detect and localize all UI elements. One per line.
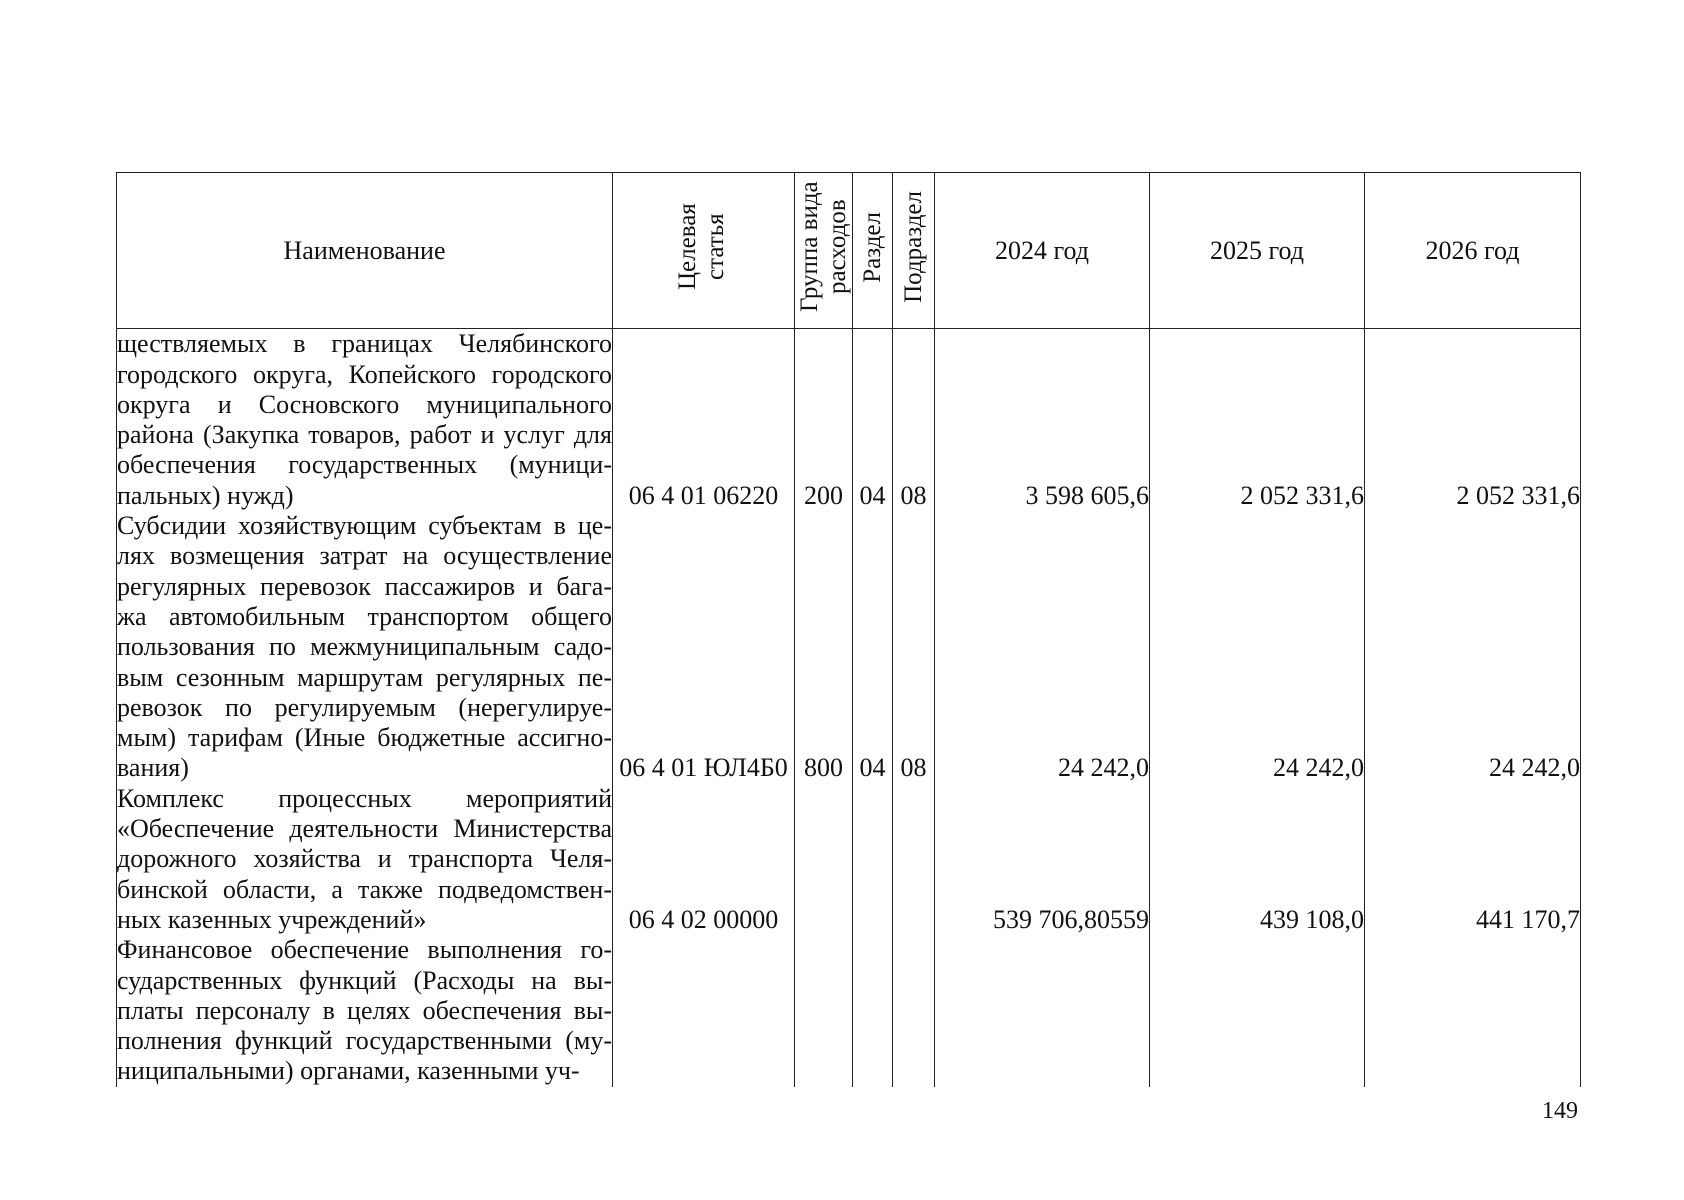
row-expense-group: 200 [795,329,853,511]
row-section [853,935,893,1086]
row-section: 04 [853,511,893,784]
header-year-2024: 2024 год [935,173,1150,329]
header-section-label: Раздел [858,211,886,283]
row-amount-2024: 3 598 605,6 [935,329,1150,511]
row-target-article: 06 4 01 ЮЛ4Б0 [613,511,795,784]
header-subsection-label: Подраздел [899,191,927,303]
row-name-text: Финансовое обеспечение выполнения го-сударственных функций (Расходы на вы-платы персоналу в целях обеспечения вы-полнения функций государственными (му-ниципальными) органами, казенными уч- [117,935,612,1086]
row-expense-group: 800 [795,511,853,784]
row-amount-2024 [935,935,1150,1086]
page-number: 149 [1542,1098,1578,1124]
table-row [117,935,1581,1086]
row-expense-group [795,935,853,1086]
row-subsection [893,784,935,935]
row-amount-2024: 24 242,0 [935,511,1150,784]
row-name [117,784,613,935]
row-amount-2026: 441 170,7 [1365,784,1581,935]
row-name-text: ществляемых в границах Челябинского городского округа, Копейского городского округа и Сосновского муниципального района (Закупка товаров, работ и услуг для обеспечения государственных (муници-пальных) нужд) [117,329,612,510]
table-row [117,784,1581,935]
header-section [853,173,893,329]
row-amount-2026: 24 242,0 [1365,511,1581,784]
header-target-article-label: Целевая статья [673,203,729,291]
row-name-text: Комплекс процессных мероприятий «Обеспечение деятельности Министерства дорожного хозяйства и транспорта Челя-бинской области, а также подведомствен-ных казенных учреждений» [117,783,612,934]
row-target-article: 06 4 01 06220 [613,329,795,511]
header-subsection [893,173,935,329]
row-name [117,511,613,784]
row-amount-2026: 2 052 331,6 [1365,329,1581,511]
header-target-article [613,173,795,329]
table-header-row [117,173,1581,329]
row-amount-2025: 2 052 331,6 [1150,329,1365,511]
row-subsection: 08 [893,511,935,784]
table-row [117,511,1581,784]
row-amount-2024: 539 706,80559 [935,784,1150,935]
row-subsection: 08 [893,329,935,511]
header-year-2026: 2026 год [1365,173,1581,329]
row-amount-2026 [1365,935,1581,1086]
table-row [117,329,1581,511]
row-name [117,935,613,1086]
row-target-article: 06 4 02 00000 [613,784,795,935]
row-amount-2025: 439 108,0 [1150,784,1365,935]
row-amount-2025 [1150,935,1365,1086]
row-name [117,329,613,511]
header-year-2025: 2025 год [1150,173,1365,329]
row-expense-group [795,784,853,935]
row-subsection [893,935,935,1086]
header-name: Наименование [117,173,613,329]
header-expense-group-label: Группа вида расходов [795,181,851,313]
row-target-article [613,935,795,1086]
row-name-text: Субсидии хозяйствующим субъектам в це-лях возмещения затрат на осуществление регулярных перевозок пассажиров и бага-жа автомобильным транспортом общего пользования по межмуниципальным садо-вым сезонным маршрутам регулярных пе-ревозок по регулируемым (нерегулируе-мым) тарифам (Иные бюджетные ассигно-вания) [117,511,612,783]
row-amount-2025: 24 242,0 [1150,511,1365,784]
row-section [853,784,893,935]
header-expense-group [795,173,853,329]
row-section: 04 [853,329,893,511]
budget-table [116,172,1581,1087]
